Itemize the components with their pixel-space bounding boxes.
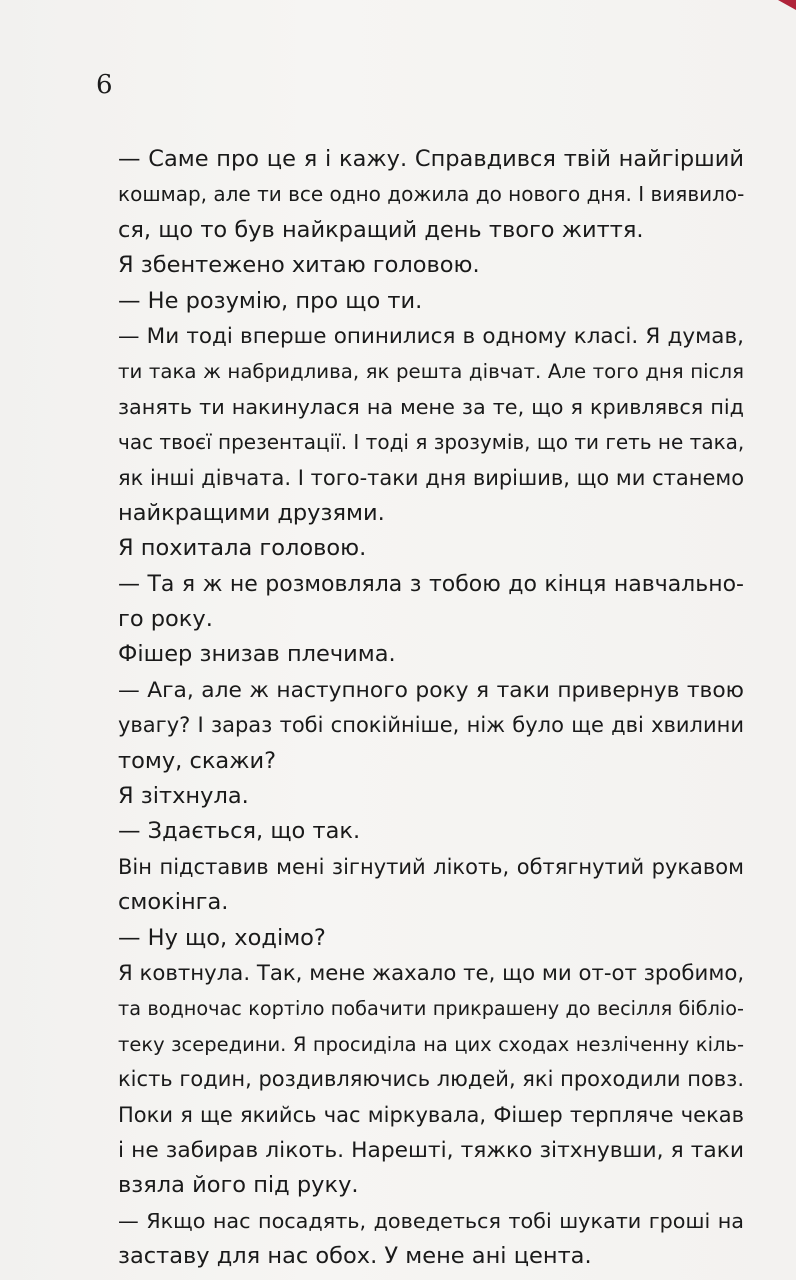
text-line: Поки я ще якийсь час міркувала, Фішер терпляче чекав [118,1102,744,1127]
text-line: тому, скажи? [118,747,277,774]
text-line: смокінга. [118,889,229,916]
body-text [118,142,744,1275]
text-line: заставу для нас обох. У мене ані цента. [118,1243,592,1270]
text-line: — Саме про це я і кажу. Справдився твій найгірший [118,146,744,172]
text-line: та водночас кортіло побачити прикрашену до весілля бібліо- [118,997,744,1021]
text-line: Я збентежено хитаю головою. [118,252,480,279]
text-line: занять ти накинулася на мене за те, що я кривлявся під [118,394,744,419]
text-line: теку зсередини. Я просиділа на цих сходах незліченну кіль- [118,1032,744,1056]
text-line: — Не розумію, про що ти. [118,287,423,314]
page-corner-mark [778,0,796,10]
text-line: — Та я ж не розмовляла з тобою до кінця навчально- [118,571,744,597]
text-line: Я ковтнула. Так, мене жахало те, що ми от-от зробимо, [118,960,745,986]
text-line: — Здається, що так. [118,818,361,845]
text-line: — Якщо нас посадять, доведеться тобі шукати гроші на [118,1208,744,1233]
text-line: кість годин, роздивляючись людей, які проходили повз. [118,1067,745,1092]
text-line: час твоєї презентації. І тоді я зрозумів, що ти геть не така, [118,430,745,455]
text-line: — Ми тоді вперше опинилися в одному класі. Я думав, [118,323,744,349]
text-line: і не забирав лікоть. Нарешті, тяжко зітхнувши, я таки [118,1137,744,1163]
text-line: кошмар, але ти все одно дожила до нового дня. І виявило- [118,182,745,207]
text-line: — Ну що, ходімо? [118,924,326,951]
text-line: взяла його під руку. [118,1172,359,1199]
text-line: ся, що то був найкращий день твого життя. [118,216,644,243]
text-line: ти така ж набридлива, як решта дівчат. Але того дня після [118,360,744,384]
page-number: 6 [96,70,113,100]
text-line: Фішер знизав плечима. [118,641,396,668]
text-line: увагу? І зараз тобі спокійніше, ніж було ще дві хвилини [118,713,744,738]
text-line: як інші дівчата. І того-таки дня вирішив, що ми станемо [118,465,745,490]
text-line: го року. [118,606,213,633]
text-line: найкращими друзями. [118,499,385,526]
text-line: Він підставив мені зігнутий лікоть, обтягнутий рукавом [118,854,744,879]
text-line: — Ага, але ж наступного року я таки привернув твою [118,677,744,703]
text-line: Я зітхнула. [118,783,249,810]
text-line: Я похитала головою. [118,535,367,562]
